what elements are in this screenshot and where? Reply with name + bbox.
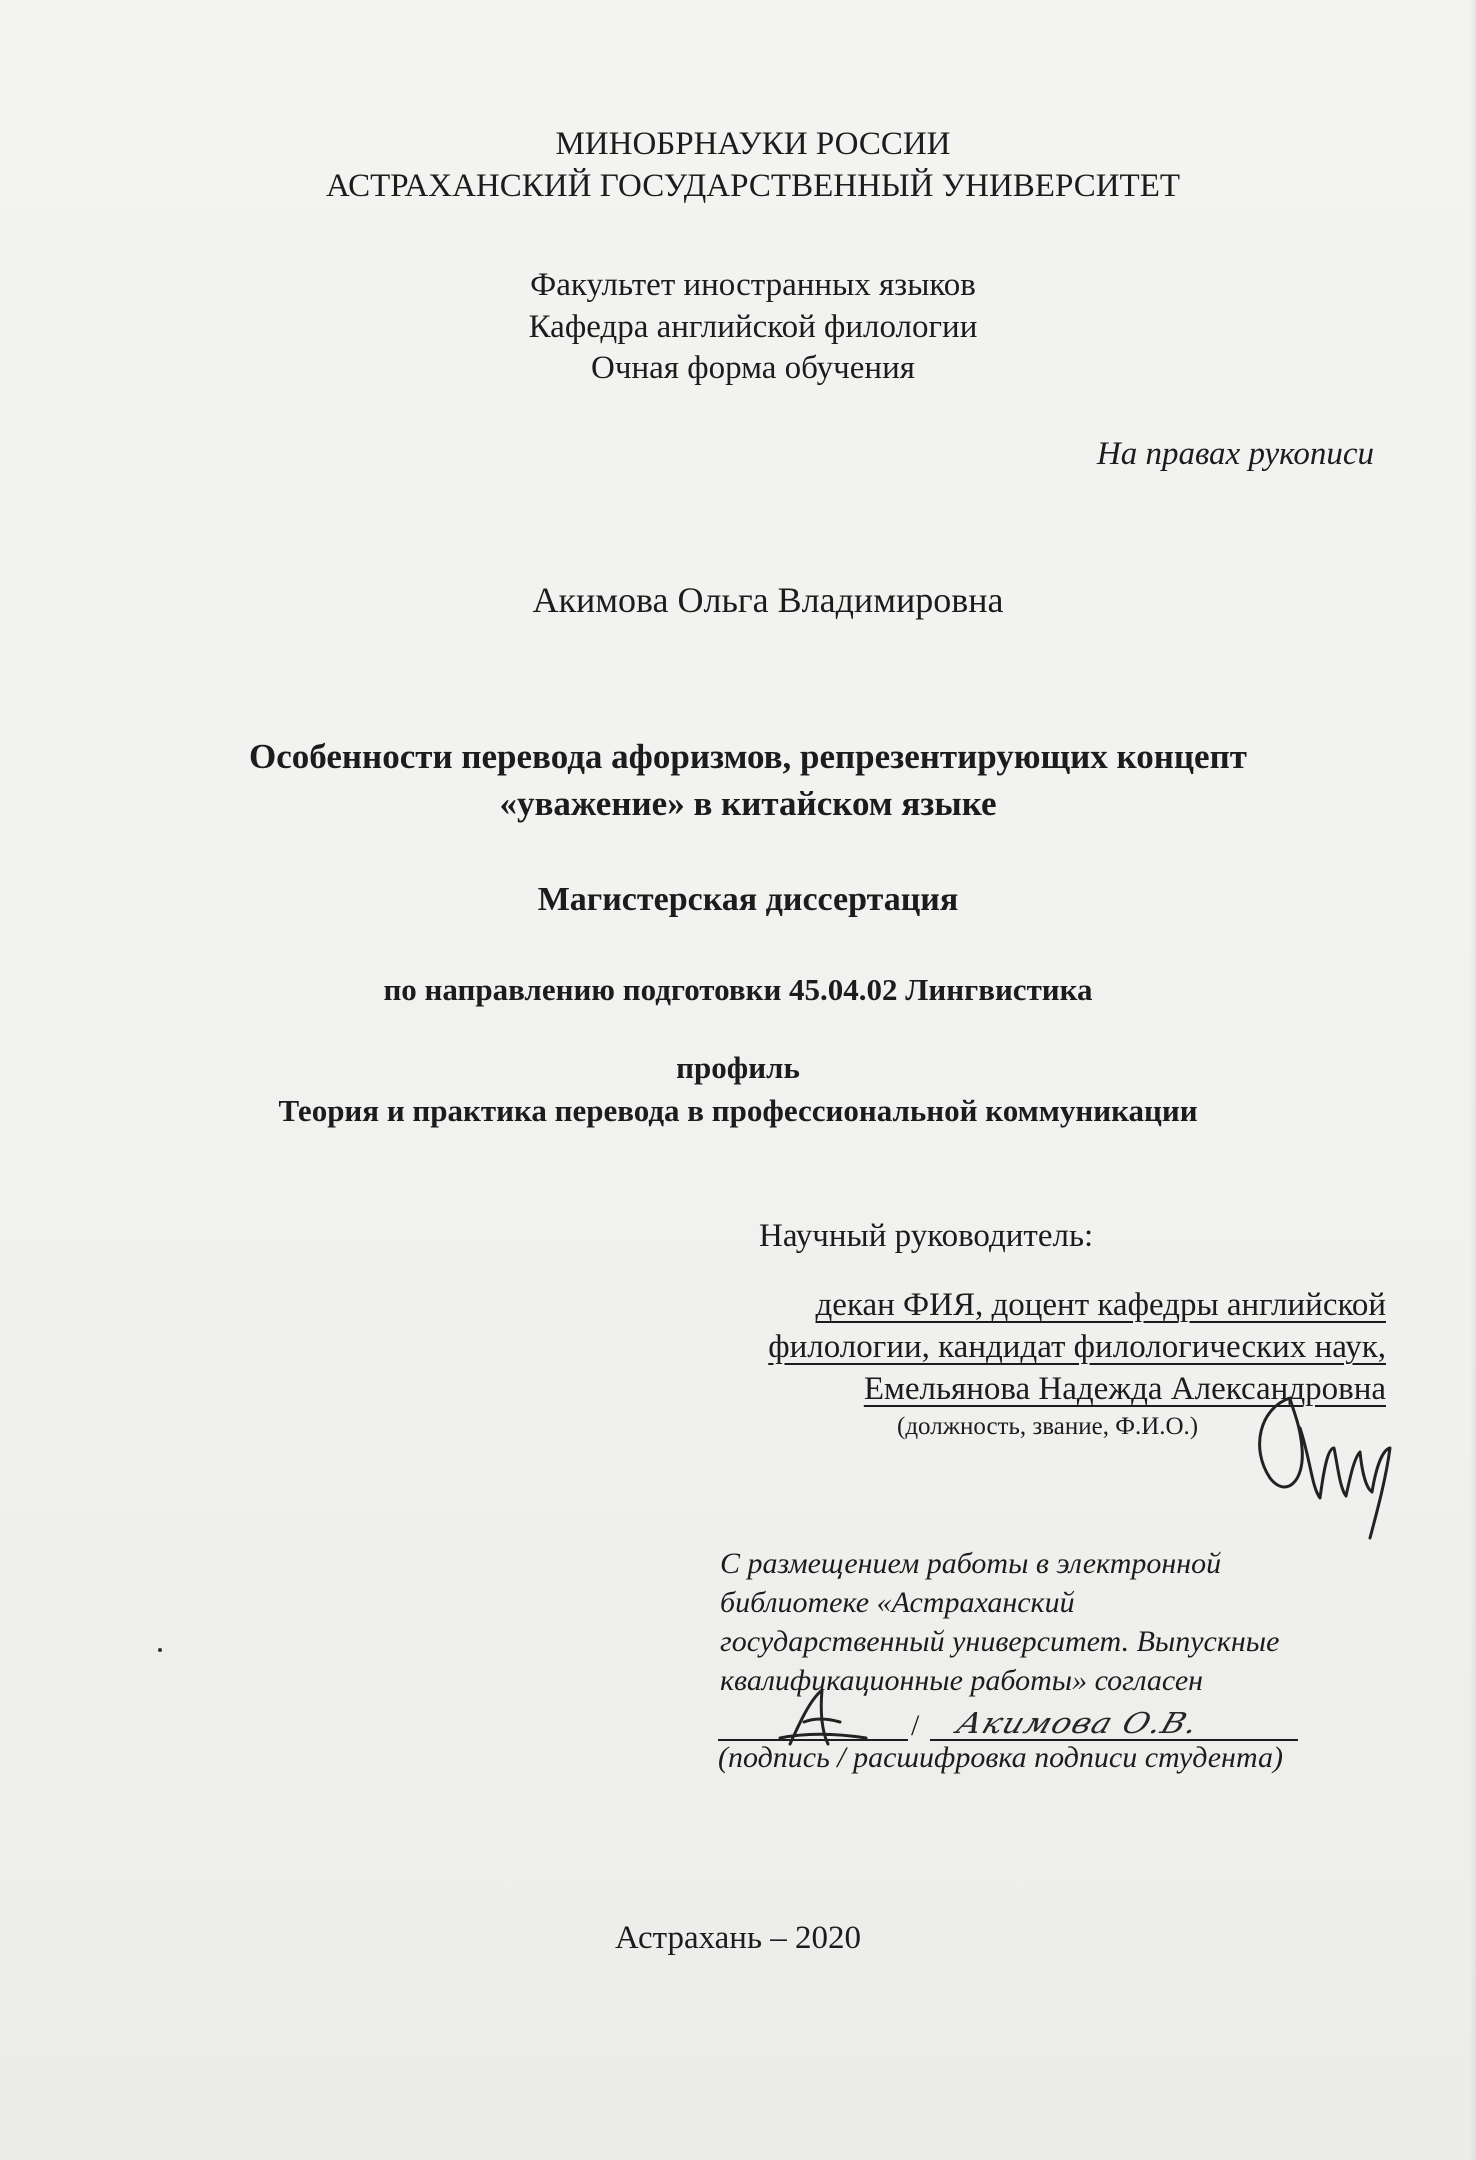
supervisor-label: Научный руководитель:	[759, 1218, 1094, 1254]
paper-speck	[158, 1648, 162, 1652]
consent-line-4: квалификационные работы» согласен	[720, 1664, 1204, 1697]
city-year: Астрахань – 2020	[614, 1920, 862, 1956]
profile-label: профиль	[676, 1050, 800, 1085]
supervisor-line-1: декан ФИЯ, доцент кафедры английской	[815, 1287, 1386, 1323]
faculty-name: Факультет иностранных языков	[530, 267, 976, 303]
chair-name: Кафедра английской филологии	[528, 309, 978, 345]
supervisor-signature	[1250, 1388, 1410, 1548]
thesis-title-line-2: «уважение» в китайском языке	[499, 784, 997, 823]
profile-value: Теория и практика перевода в профессиональной коммуникации	[278, 1093, 1198, 1128]
university-name: АСТРАХАНСКИЙ ГОСУДАРСТВЕННЫЙ УНИВЕРСИТЕТ	[325, 168, 1181, 204]
work-type: Магистерская диссертация	[537, 881, 959, 918]
signature-separator: /	[911, 1709, 920, 1742]
consent-caption: (подпись / расшифровка подписи студента)	[718, 1741, 1283, 1774]
study-direction: по направлению подготовки 45.04.02 Лингвистика	[383, 972, 1093, 1007]
consent-line-2: библиотеке «Астраханский	[720, 1586, 1075, 1619]
rights-note: На правах рукописи	[1096, 436, 1374, 472]
supervisor-line-3: Емельянова Надежда Александровна	[863, 1371, 1386, 1407]
author-name: Акимова Ольга Владимировна	[532, 580, 1004, 620]
consent-line-3: государственный университет. Выпускные	[720, 1625, 1280, 1658]
supervisor-line-2: филологии, кандидат филологических наук,	[768, 1329, 1386, 1365]
supervisor-caption: (должность, звание, Ф.И.О.)	[897, 1413, 1199, 1440]
thesis-title-line-1: Особенности перевода афоризмов, репрезентирующих концепт	[249, 737, 1247, 776]
study-form: Очная форма обучения	[591, 350, 915, 386]
student-signature-decoding: Акимова О.В.	[952, 1705, 1204, 1741]
consent-line-1: С размещением работы в электронной	[720, 1547, 1222, 1580]
ministry-name: МИНОБРНАУКИ РОССИИ	[555, 126, 951, 162]
